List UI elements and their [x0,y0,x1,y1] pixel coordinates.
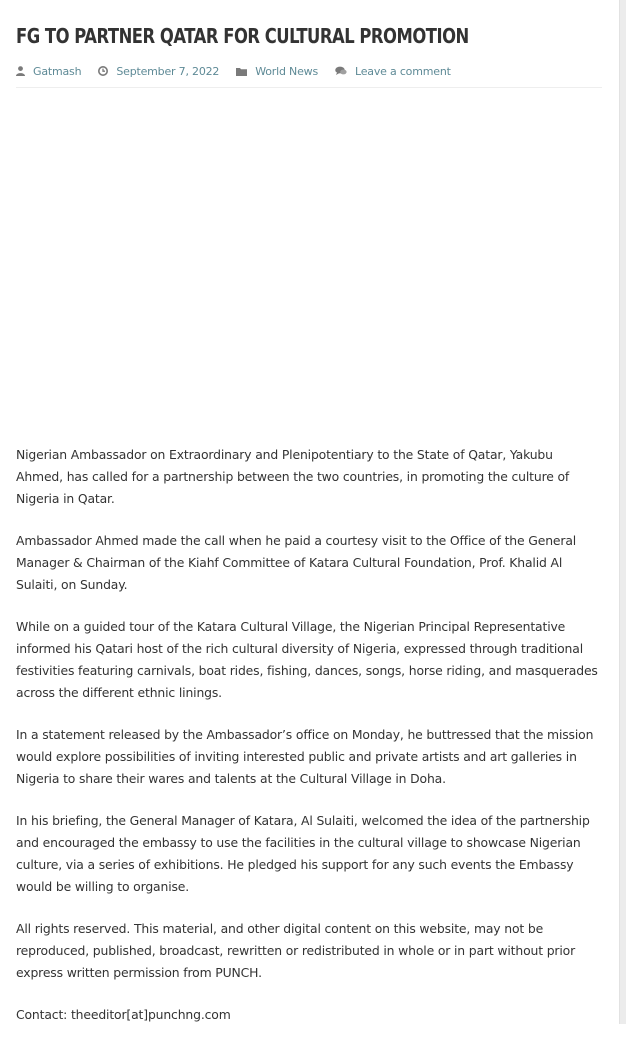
article-meta [16,59,602,88]
user-icon [16,66,25,76]
article-body [16,444,602,1026]
author-link[interactable]: Gatmash [33,64,82,78]
folder-icon [236,67,247,76]
paragraph: In his briefing, the General Manager of Katara, Al Sulaiti, welcomed the idea of the partnership and encouraged the embassy to use the facilities in the cultural village to showcase Nigerian culture, via a series of exhibitions. He pledged his support for any such events the Embassy would be willing to organise. [16,813,590,894]
page-edge-shadow [619,0,626,1024]
meta-date[interactable] [98,65,219,78]
paragraph: Ambassador Ahmed made the call when he paid a courtesy visit to the Office of the General Manager & Chairman of the Kiahf Committee of Katara Cultural Foundation, Prof. Khalid Al Sulaiti, on Sunday. [16,533,577,592]
paragraph: While on a guided tour of the Katara Cultural Village, the Nigerian Principal Representative informed his Qatari host of the rich cultural diversity of Nigeria, expressed through traditional festivities featuring carnivals, boat rides, fishing, dances, songs, horse riding, and masquerades across the different ethnic linings. [16,619,598,700]
contact-line: Contact: theeditor[at]punchng.com [16,1007,231,1022]
date-link[interactable]: September 7, 2022 [116,64,220,78]
article-title: FG TO PARTNER QATAR FOR CULTURAL PROMOTION [16,24,469,48]
paragraph: In a statement released by the Ambassador’s office on Monday, he buttressed that the mission would explore possibilities of inviting interested public and private artists and art galleries in Nigeria to share their wares and talents at the Cultural Village in Doha. [16,727,594,786]
paragraph: Nigerian Ambassador on Extraordinary and Plenipotentiary to the State of Qatar, Yakubu Ahmed, has called for a partnership between the two countries, in promoting the culture of Nigeria in Qatar. [16,447,570,506]
meta-comments[interactable] [335,65,451,78]
article [16,0,602,1046]
category-link[interactable]: World News [255,64,318,78]
comments-link[interactable]: Leave a comment [354,64,451,78]
meta-author[interactable] [16,65,81,78]
ad-placeholder [16,88,602,444]
comments-icon [335,66,347,76]
meta-category[interactable] [236,65,318,78]
paragraph: All rights reserved. This material, and other digital content on this website, may not be reproduced, published, broadcast, rewritten or redistributed in whole or in part without prior express written permission from PUNCH. [16,921,576,980]
clock-icon [98,66,108,76]
